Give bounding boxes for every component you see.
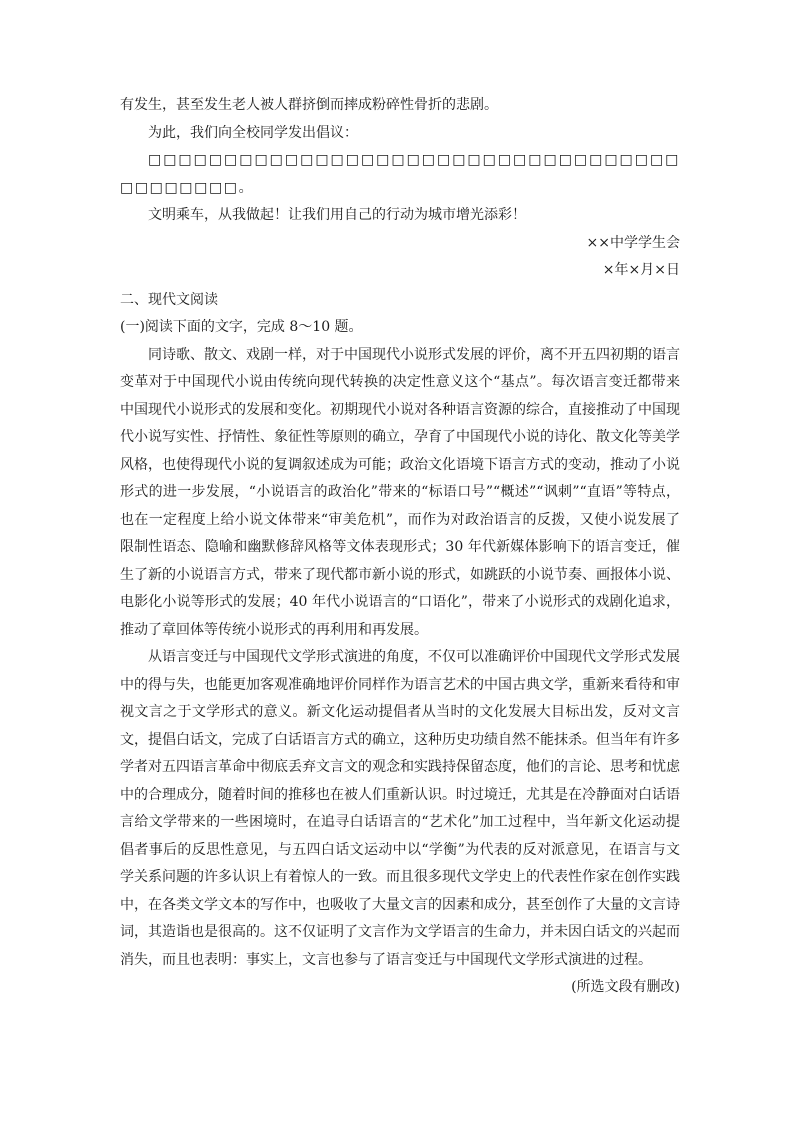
paragraph-2: 从语言变迁与中国现代文学形式演进的角度，不仅可以准确评价中国现代文学形式发展中的得与失，也能更加客观准确地评价同样作为语言艺术的中国古典文学，重新来看待和审视文言之于文学形式的意义。新文化运动提倡者从当时的文化发展大目标出发，反对文言文，提倡白话文，完成了白话语言方式的确立，这种历史功绩自然不能抹杀。但当年有许多学者对五四语言革命中彻底丢弃文言文的观念和实践持保留态度，他们的言论、思考和忧虑中的合理成分，随着时间的推移也在被人们重新认识。时过境迁，尤其是在冷静面对白话语言给文学带来的一些困境时，在追寻白话语言的“艺术化”加工过程中，当年新文化运动提倡者事后的反思性意见，与五四白话文运动中以“学衡”为代表的反对派意见，在语言与文学关系问题的许多认识上有着惊人的一致。而且很多现代文学史上的代表性作家在创作实践中，在各类文学文本的写作中，也吸收了大量文言的因素和成分，甚至创作了大量的文言诗词，其造诣也是很高的。这不仅证明了文言作为文学语言的生命力，并未因白话文的兴起而消失，而且也表明：事实上，文言也参与了语言变迁与中国现代文学形式演进的过程。 [120, 649, 680, 968]
slogan: 文明乘车，从我做起！让我们用自己的行动为城市增光添彩！ [148, 207, 526, 223]
intro-line-1: 有发生，甚至发生老人被人群挤倒而摔成粉碎性骨折的悲剧。 [120, 97, 498, 113]
section-subheading: (一)阅读下面的文字，完成 8～10 题。 [120, 319, 363, 335]
placeholder-boxes: □□□□□□□□□□□□□□□□□□□□□□□□□□□□□□□□□□□□□□□□□□□。 [120, 152, 680, 196]
date: ×年×月×日 [602, 262, 680, 278]
source-note: (所选文段有删改) [571, 979, 680, 995]
intro-line-2: 为此，我们向全校同学发出倡议： [148, 124, 358, 141]
document-page [120, 92, 680, 1002]
paragraph-1: 同诗歌、散文、戏剧一样，对于中国现代小说形式发展的评价，离不开五四初期的语言变革对于中国现代小说由传统向现代转换的决定性意义这个“基点”。每次语言变迁都带来中国现代小说形式的发展和变化。初期现代小说对各种语言资源的综合，直接推动了中国现代小说写实性、抒情性、象征性等原则的确立，孕育了中国现代小说的诗化、散文化等美学风格，也使得现代小说的复调叙述成为可能；政治文化语境下语言方式的变动，推动了小说形式的进一步发展，“小说语言的政治化”带来的“标语口号”“概述”“讽刺”“直语”等特点，也在一定程度上给小说文体带来“审美危机”，而作为对政治语言的反拨，又使小说发展了限制性语态、隐喻和幽默修辞风格等文体表现形式；30 年代新媒体影响下的语言变迁，催生了新的小说语言方式，带来了现代都市新小说的形式，如跳跃的小说节奏、画报体小说、电影化小说等形式的发展；40 年代小说语言的“口语化”，带来了小说形式的戏剧化追求，推动了章回体等传统小说形式的再利用和再发展。 [120, 346, 680, 638]
signature: ××中学学生会 [586, 234, 680, 251]
section-heading: 二、现代文阅读 [120, 291, 218, 308]
